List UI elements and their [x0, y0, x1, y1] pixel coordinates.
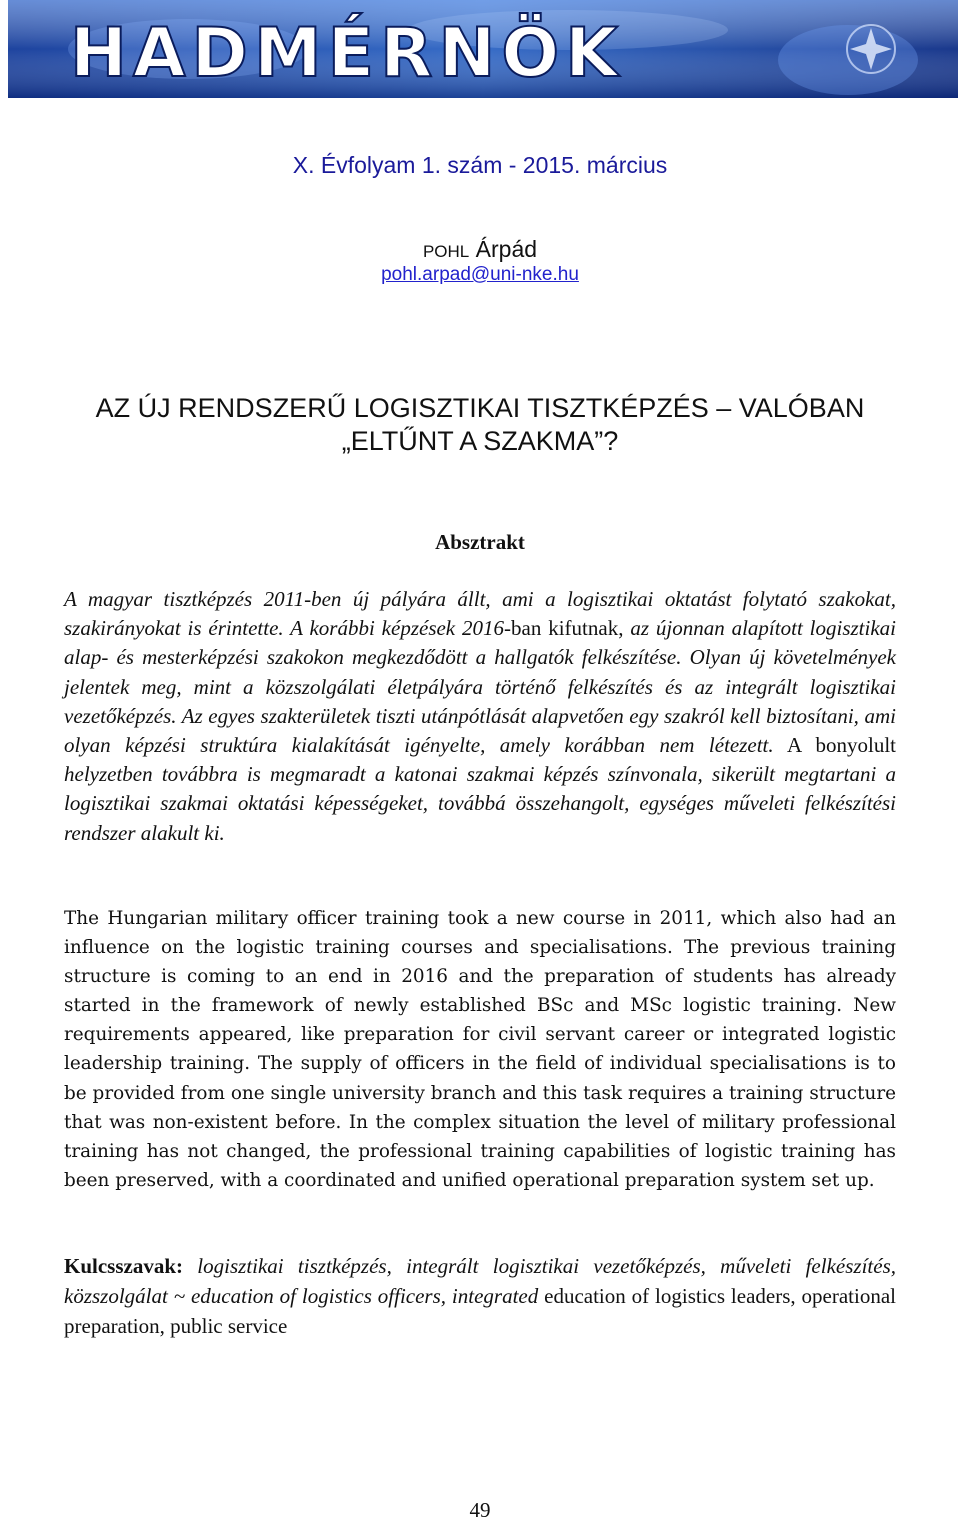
abstract-hu-part-1: A magyar tisztképzés 2011-ben új pályára állt, ami a logisztikai oktatást folytató szakokat, szakirányokat is érintette. A korábbi képzések 2016-	[64, 587, 896, 641]
article-title-line-1: AZ ÚJ RENDSZERŰ LOGISZTIKAI TISZTKÉPZÉS – VALÓBAN	[95, 393, 865, 423]
keywords	[64, 1251, 896, 1341]
article-title-line-2: „ELTŰNT A SZAKMA”?	[341, 426, 619, 456]
keywords-label: Kulcsszavak:	[64, 1254, 184, 1278]
keywords-italic: logisztikai tisztképzés, integrált logisztikai vezetőképzés, műveleti felkészítés, közszolgálat ~ education of logistics officers, integrated	[64, 1254, 896, 1308]
abstract-hu-part-5: helyzetben továbbra is megmaradt a katonai szakmai képzés színvonala, sikerült megtartani a logisztikai szakmai oktatási képességeket, továbbá összehangolt, egységes műveleti felkészítési rendszer alakult ki.	[64, 762, 896, 845]
author-given-name: Árpád	[475, 236, 538, 262]
issue-line: X. Évfolyam 1. szám - 2015. március	[292, 152, 668, 178]
abstract-heading: Absztrakt	[435, 530, 525, 554]
abstract-hungarian	[64, 585, 896, 848]
abstract-hu-part-4: A bonyolult	[773, 733, 897, 758]
keywords-plain: education of logistics leaders, operational preparation, public service	[64, 1284, 896, 1338]
abstract-english: The Hungarian military officer training took a new course in 2011, which also had an influence on the logistic training courses and specialisations. The previous training structure is coming to an end in 2016 and the preparation of students has already started in the framework of newly established BSc and MSc logistic training. New requirements appeared, like preparation for civil servant career or integrated logistic leadership training. The supply of officers in the field of individual specialisations is to be provided from one single university branch and this task requires a training structure that was non-existent before. In the complex situation the level of military professional training has not changed, the professional training capabilities of logistic training has been preserved, with a coordinated and unified operational preparation system set up.	[64, 908, 896, 1191]
article-title	[40, 392, 920, 458]
abstract-hu-part-3: az újonnan alapított logisztikai alap- és mesterképzési szakokon megkezdődött a hallgatók felkészítése. Olyan új követelmények jelentek meg, mint a közszolgálati életpályára történő felkészítés és az integrált logisztikai vezetőképzés. Az egyes szakterületek tiszti utánpótlását alapvetően egy szakról kell biztosítani, ami olyan képzési struktúra kialakítását igényelte, amely korábban nem létezett.	[64, 616, 896, 758]
abstract-hu-part-2: ban kifutnak,	[511, 616, 624, 641]
author-surname: POHL	[422, 242, 470, 261]
author-name	[0, 236, 960, 263]
journal-banner	[8, 0, 958, 98]
page-number: 49	[469, 1498, 491, 1522]
logo-text: HADMÉRNÖK	[70, 14, 624, 93]
banner-graphic	[8, 0, 958, 98]
author-email-link[interactable]: pohl.arpad@uni-nke.hu	[381, 264, 579, 285]
